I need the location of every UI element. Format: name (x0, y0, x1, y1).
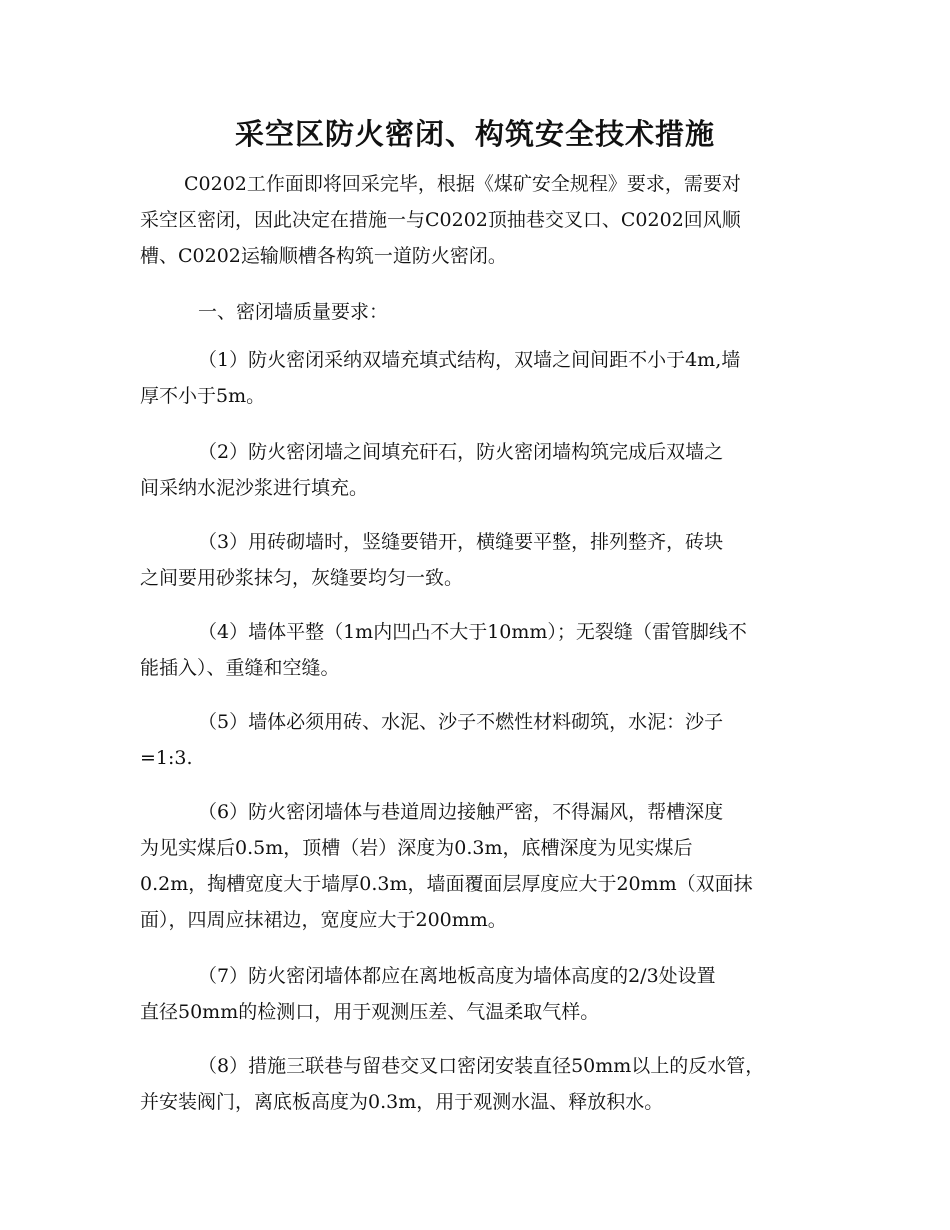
item-line: 间采纳水泥沙浆进行填充。 (140, 477, 369, 499)
item-line: 面），四周应抹裙边，宽度应大于200mm。 (140, 909, 507, 931)
item-line: =1:3. (140, 747, 193, 769)
item-line: 并安装阀门，离底板高度为0.3m，用于观测水温、释放积水。 (140, 1091, 664, 1113)
intro-line: 槽、C0202运输顺槽各构筑一道防火密闭。 (140, 245, 507, 267)
item-line: 之间要用砂浆抹匀，灰缝要均匀一致。 (140, 567, 464, 589)
item-line: （5）墙体必须用砖、水泥、沙子不燃性材料砌筑，水泥：沙子 (198, 711, 724, 733)
item-line: 厚不小于5m。 (140, 385, 266, 407)
item-line: （6）防火密闭墙体与巷道周边接触严密，不得漏风，帮槽深度 (198, 801, 724, 823)
requirement-item-8 (140, 1048, 812, 1120)
intro-line: C0202工作面即将回采完毕，根据《煤矿安全规程》要求，需要对 (184, 173, 741, 195)
intro-line: 采空区密闭，因此决定在措施一与C0202顶抽巷交叉口、C0202回风顺 (140, 209, 741, 231)
section-heading: 一、密闭墙质量要求： (198, 301, 389, 323)
item-line: 直径50mm的检测口，用于观测压差、气温柔取气样。 (140, 1001, 600, 1023)
requirement-item-2 (140, 434, 812, 506)
requirement-item-6 (140, 794, 812, 938)
item-line: 为见实煤后0.5m，顶槽（岩）深度为0.3m，底槽深度为见实煤后 (140, 837, 693, 859)
document-title: 采空区防火密闭、构筑安全技术措施 (234, 117, 715, 151)
item-line: （7）防火密闭墙体都应在离地板高度为墙体高度的2/3处设置 (198, 965, 716, 987)
intro-paragraph (140, 166, 812, 274)
requirement-item-3 (140, 524, 812, 596)
item-line: （3）用砖砌墙时，竖缝要错开，横缝要平整，排列整齐，砖块 (198, 531, 724, 553)
requirement-item-7 (140, 958, 812, 1030)
item-line: （2）防火密闭墙之间填充矸石，防火密闭墙构筑完成后双墙之 (198, 441, 724, 463)
item-line: （8）措施三联巷与留巷交叉口密闭安装直径50mm以上的反水管， (198, 1055, 765, 1077)
item-line: 0.2m，掏槽宽度大于墙厚0.3m，墙面覆面层厚度应大于20mm（双面抹 (140, 873, 753, 895)
requirement-item-1 (140, 342, 812, 414)
requirement-item-5 (140, 704, 812, 776)
item-line: 能插入）、重缝和空缝。 (140, 657, 340, 679)
item-line: （1）防火密闭采纳双墙充填式结构，双墙之间间距不小于4m,墙 (198, 349, 741, 371)
item-line: （4）墙体平整（1m内凹凸不大于10mm）；无裂缝（雷管脚线不 (198, 621, 747, 643)
requirement-item-4 (140, 614, 812, 686)
